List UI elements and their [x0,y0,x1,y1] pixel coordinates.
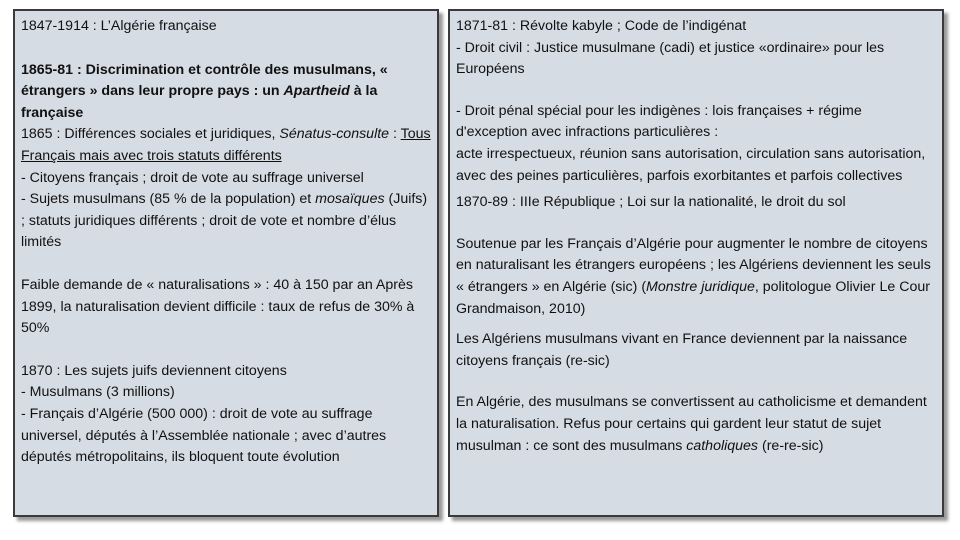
naturalisation-paragraph: Faible demande de « naturalisations » : 40 à 150 par an Après 1899, la naturalisation devient difficile : taux de refus de 30% à 50% [21,276,415,337]
troisieme-republique-line: 1870-89 : IIIe République ; Loi sur la nationalité, le droit du sol [456,194,846,211]
catholic-muslims-paragraph: En Algérie, des musulmans se convertissent au catholicisme et demandent la naturalisation. Refus pour certains qui gardent leur statut de sujet musulman : ce sont des musulmans catholiques (re-re-sic) [456,394,927,454]
jewish-citizens-line: 1870 : Les sujets juifs deviennent citoyens [21,362,287,379]
senatus-consulte-line: 1865 : Différences sociales et juridiques, Sénatus-consulte : Tous Français mais avec trois statuts différents [21,126,431,164]
panel-title: 1847-1914 : L’Algérie française [21,18,217,34]
droit-civil-line: - Droit civil : Justice musulmane (cadi) et justice «ordinaire» pour les Européens [456,39,885,78]
left-text-panel [13,9,439,517]
citizens-line: - Citoyens français ; droit de vote au suffrage universel [21,169,364,186]
revolte-kabyle-title: 1871-81 : Révolte kabyle ; Code de l’indigénat [456,18,747,34]
section-heading-1865: 1865-81 : Discrimination et contrôle des musulmans, « étrangers » dans leur propre pays : un Apartheid à la française [21,61,388,121]
right-text-panel [448,9,944,517]
infractions-line: acte irrespectueux, réunion sans autorisation, circulation sans autorisation, avec des peines particulières, parfois exorbitantes et parfois collectives [456,145,926,184]
droit-penal-line: - Droit pénal spécial pour les indigènes : lois françaises + régime d'exception avec infractions particulières : [456,102,862,141]
subjects-line: - Sujets musulmans (85 % de la population) et mosaïques (Juifs) ; statuts juridiques différents ; droit de vote et nombre d’élus limités [21,191,428,251]
droit-du-sol-paragraph: Soutenue par les Français d’Algérie pour augmenter le nombre de citoyens en naturalisant les étrangers européens ; les Algériens deviennent les seuls « étrangers » en Algérie (sic) (Monstre juridique, politologue Olivier Le Cour Grandmaison, 2010) [456,235,931,317]
france-born-paragraph: Les Algériens musulmans vivant en France deviennent par la naissance citoyens français (re-sic) [456,331,908,369]
muslims-line: - Musulmans (3 millions) [21,384,175,401]
french-algeria-line: - Français d’Algérie (500 000) : droit de vote au suffrage universel, députés à l’Assemblée nationale ; avec d’autres députés métropolitains, ils bloquent toute évolution [21,405,387,466]
